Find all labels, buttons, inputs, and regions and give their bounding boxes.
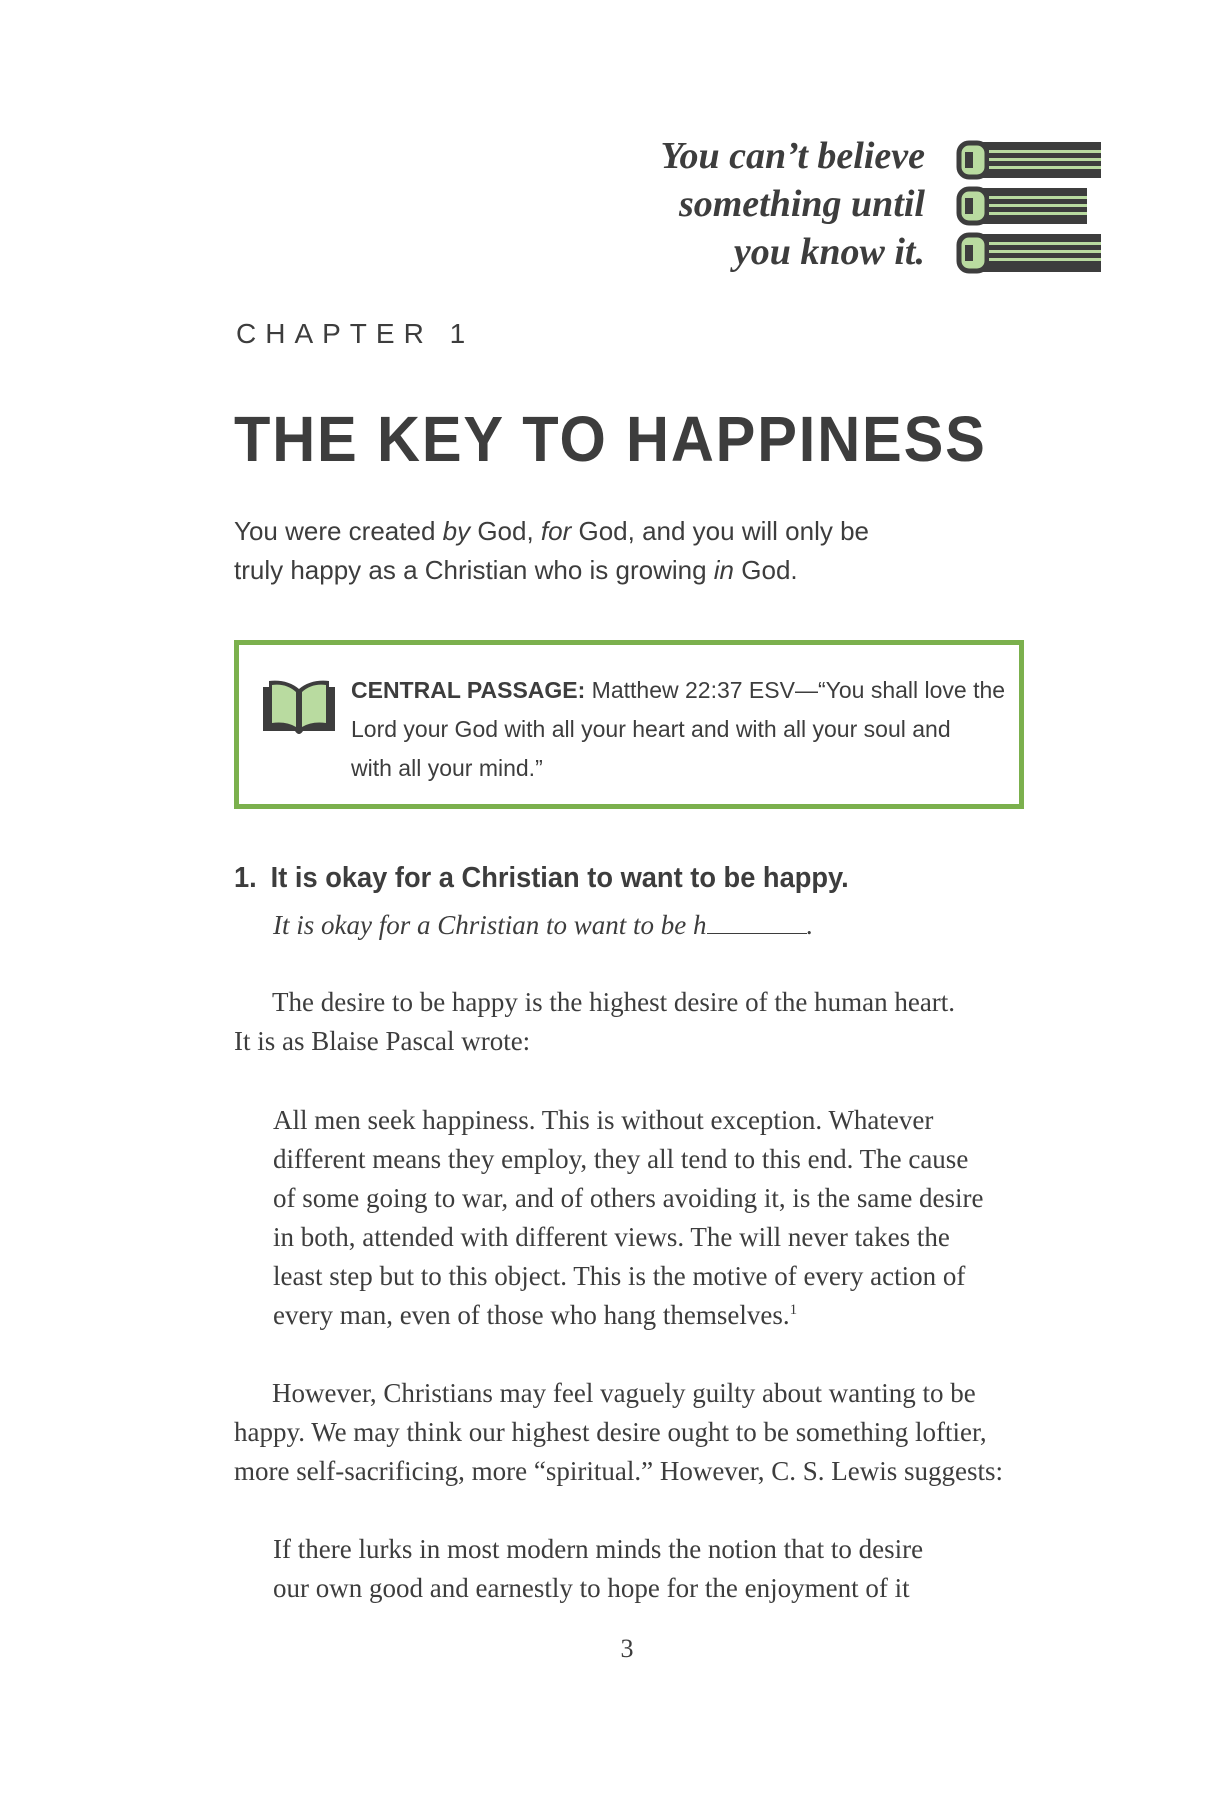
quote-line xyxy=(273,1296,993,1335)
intro-emphasis: by xyxy=(442,516,471,546)
paragraph-line: more self-sacrificing, more “spiritual.” However, C. S. Lewis suggests: xyxy=(234,1456,1003,1486)
block-quote xyxy=(273,1101,993,1335)
epigraph-line: you know it. xyxy=(733,231,925,273)
chapter-label: CHAPTER 1 xyxy=(236,318,475,349)
section-heading xyxy=(234,862,849,895)
epigraph-line: You can’t believe xyxy=(660,135,925,177)
paragraph-line: It is as Blaise Pascal wrote: xyxy=(234,1026,531,1056)
section-heading-text: It is okay for a Christian to want to be happy. xyxy=(270,862,849,894)
footnote-marker[interactable]: 1 xyxy=(789,1302,798,1318)
paragraph-line: However, Christians may feel vaguely guilty about wanting to be xyxy=(272,1378,976,1408)
quote-line: different means they employ, they all tend to this end. The cause xyxy=(273,1144,969,1174)
passage-reference: Matthew 22:37 ESV—“You shall love the xyxy=(585,677,1006,703)
passage-line: Lord your God with all your heart and with all your soul and xyxy=(351,716,951,742)
block-quote xyxy=(273,1530,993,1608)
paragraph-line: happy. We may think our highest desire ought to be something loftier, xyxy=(234,1417,987,1447)
intro-text: You were created xyxy=(234,516,443,546)
paragraph-line: The desire to be happy is the highest desire of the human heart. xyxy=(272,987,956,1017)
intro-text: God, and you will only be xyxy=(571,516,869,546)
epigraph-line: something until xyxy=(678,183,925,225)
quote-text: every man, even of those who hang themselves. xyxy=(273,1300,790,1330)
body-paragraph xyxy=(234,983,1024,1061)
quote-line: All men seek happiness. This is without exception. Whatever xyxy=(273,1105,934,1135)
chapter-intro xyxy=(234,512,924,590)
intro-text: God, xyxy=(470,516,541,546)
open-book-icon xyxy=(259,677,339,739)
epigraph-quote xyxy=(560,132,925,276)
central-passage-text xyxy=(351,671,1006,788)
passage-line: with all your mind.” xyxy=(351,755,543,781)
intro-emphasis: for xyxy=(540,516,572,546)
page-number: 3 xyxy=(620,1634,634,1663)
passage-label: CENTRAL PASSAGE: xyxy=(351,677,586,703)
book-stack-icon xyxy=(953,140,1103,275)
blank-line[interactable] xyxy=(707,911,807,934)
intro-text: God. xyxy=(734,555,798,585)
quote-line: of some going to war, and of others avoiding it, is the same desire xyxy=(273,1183,984,1213)
passage-line xyxy=(351,671,1006,710)
central-passage-box xyxy=(234,640,1024,809)
quote-line: If there lurks in most modern minds the notion that to desire xyxy=(273,1534,924,1564)
intro-text: truly happy as a Christian who is growing xyxy=(234,555,714,585)
intro-emphasis: in xyxy=(713,555,735,585)
quote-line: least step but to this object. This is the motive of every action of xyxy=(273,1261,966,1291)
intro-line xyxy=(234,512,924,551)
body-paragraph xyxy=(234,1374,1024,1491)
quote-line: in both, attended with different views. The will never takes the xyxy=(273,1222,950,1252)
quote-line: our own good and earnestly to hope for the enjoyment of it xyxy=(273,1573,910,1603)
section-number: 1. xyxy=(234,862,257,894)
intro-line xyxy=(234,551,924,590)
fill-in-suffix: . xyxy=(806,910,814,940)
fill-in-text: It is okay for a Christian to want to be h xyxy=(273,910,707,940)
fill-in-blank xyxy=(273,910,813,941)
chapter-title: THE KEY TO HAPPINESS xyxy=(234,403,987,475)
